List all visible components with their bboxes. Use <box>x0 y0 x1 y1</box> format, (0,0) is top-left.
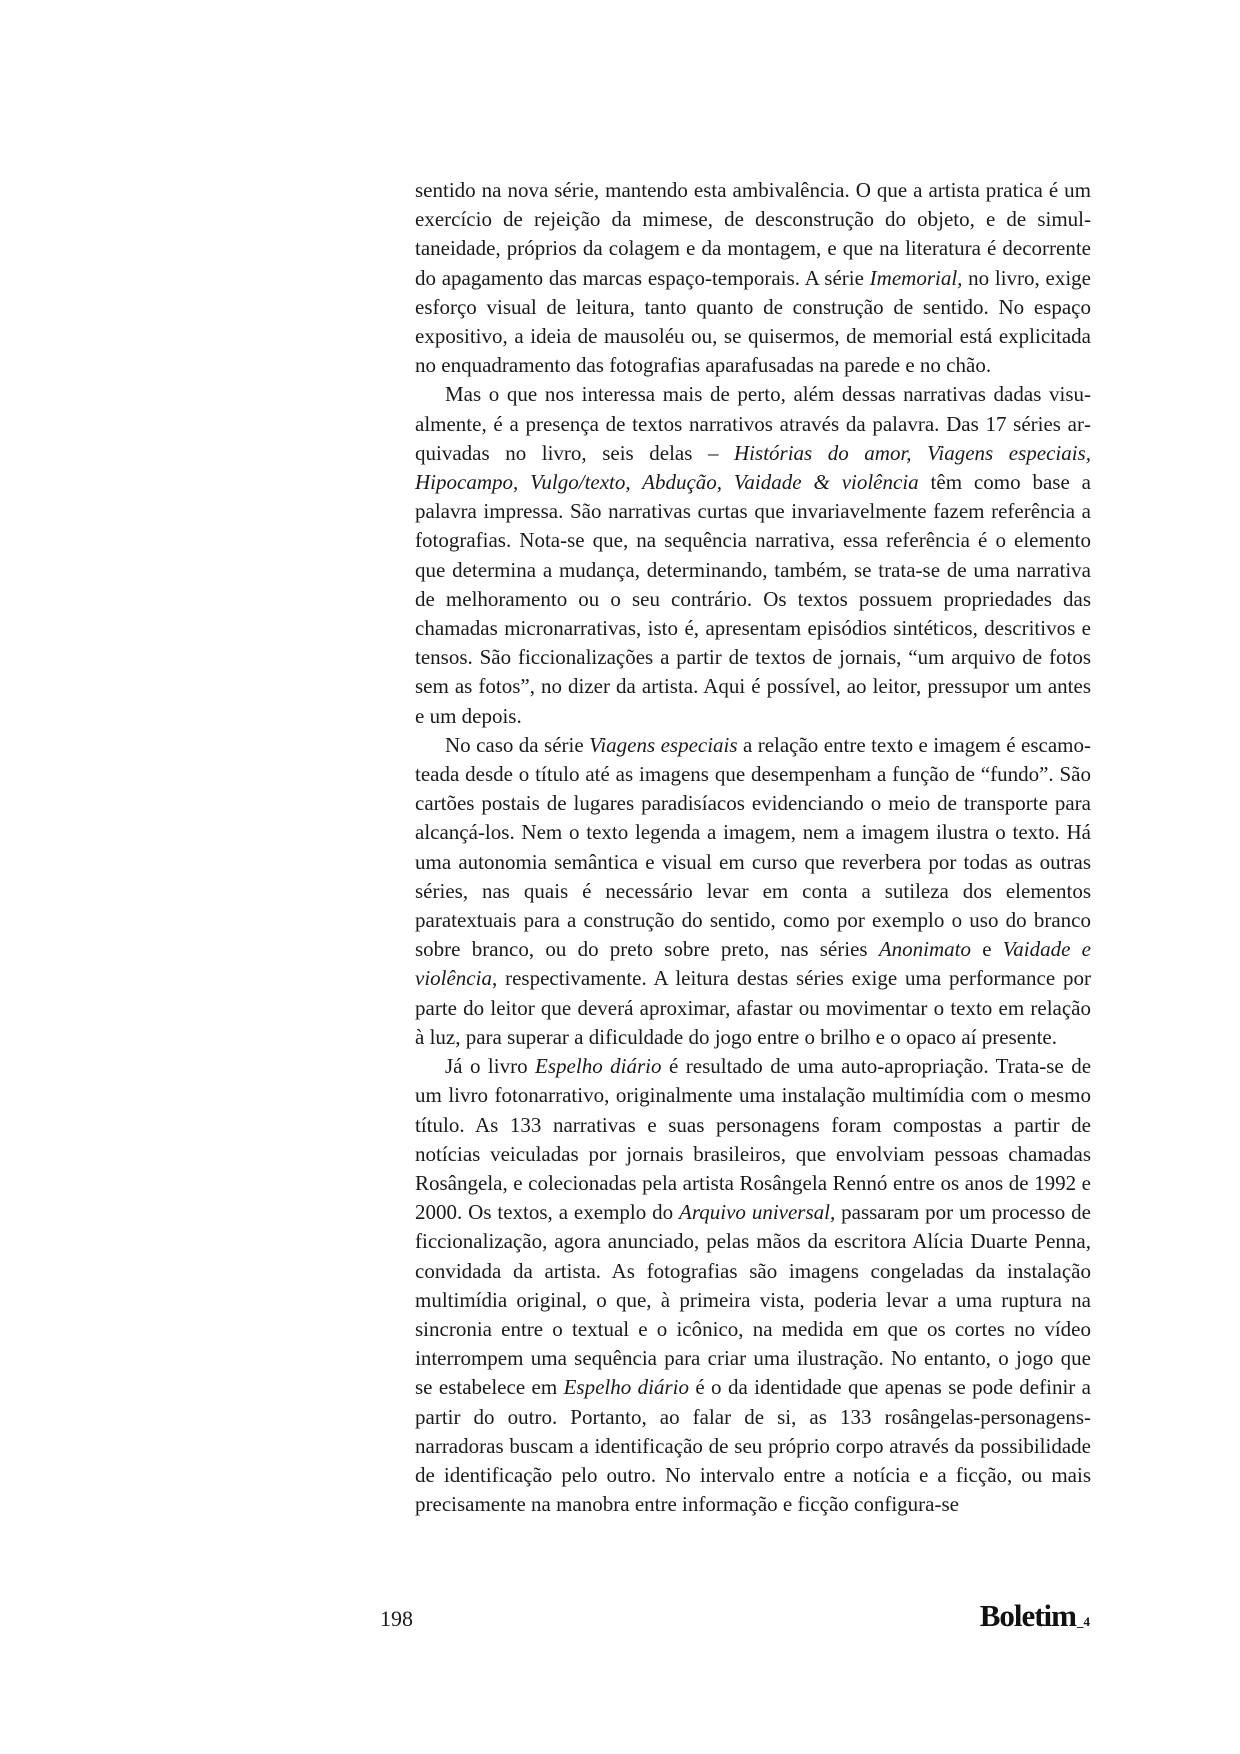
text-run: , respectivamente. A leitura destas séries exige uma performance por parte do leitor que deverá aproximar, afastar ou movimentar o texto em relação à luz, para superar a dificuldade do jogo entre o brilho e o opaco aí presente. <box>415 966 1091 1049</box>
text-run: sentido na nova série, mantendo esta ambivalência. O que a artista pratica é um exercício de rejeição da mimese, de desconstrução do objeto, e de simultaneidade, próprios da colagem e da montagem, e que na literatura é decorrente do apagamento das marcas espaço-temporais. A série <box>415 178 1091 290</box>
text-run: no livro, exige esforço visual de leitura, tanto quanto de construção de sentido. No espaço expositivo, a ideia de mausoléu ou, se quisermos, de memorial está explicitada no enquadramento das fotografias aparafusadas na parede e no chão. <box>415 265 1091 378</box>
paragraph <box>415 1052 1091 1519</box>
italic-title: Histórias do amor, Viagens especiais, Hipocampo, Vulgo/texto, Abdução, Vaidade & violência <box>415 440 1091 495</box>
paragraph <box>415 380 1091 730</box>
italic-title: Espelho diário <box>535 1054 662 1079</box>
running-footer-publication-title <box>980 1598 1090 1634</box>
body-text <box>415 176 1091 1519</box>
text-run: Já o livro <box>445 1054 536 1079</box>
italic-title: Viagens especiais <box>589 732 738 757</box>
text-run: passaram por um processo de ficcionalização, agora anunciado, pelas mãos da escritora Alícia Duarte Penna, convidada da artista. As fotografias são imagens congeladas da instalação multimídia original, o que, à primeira vista, poderia levar a uma ruptura na sincronia entre o textual e o icônico, na medida em que os cortes no vídeo interrompem uma sequência para criar uma ilustração. No entanto, o jogo que se estabelece em <box>415 1200 1092 1400</box>
text-run: têm como base a palavra impressa. São narrativas curtas que invariavelmente fazem referência a fotografias. Nota-se que, na sequência narrativa, essa referência é o elemento que determina a mudança, determinando, também, se trata-se de uma narrativa de melhoramento ou o seu contrário. Os textos possuem propriedades das chamadas micronarrativas, isto é, apresentam episódios sintéticos, descritivos e tensos. São ficcionalizações a partir de textos de jornais, “um arquivo de fotos sem as fotos”, no dizer da artista. Aqui é possível, ao leitor, pressupor um antes e um depois. <box>415 470 1091 728</box>
page-number: 198 <box>380 1606 413 1631</box>
italic-title: Espelho diário <box>563 1375 689 1400</box>
italic-title: Vaidade e violência <box>415 937 1091 991</box>
italic-title: Imemorial, <box>869 265 963 290</box>
paragraph <box>415 731 1091 1052</box>
publication-title: Boletim <box>979 1598 1076 1633</box>
text-run: e <box>970 937 1003 962</box>
publication-issue: _4 <box>1077 1614 1090 1629</box>
text-run: é resultado de uma auto-apropriação. Trata-se de um livro fotonarrativo, originalmente uma instalação multimídia com o mesmo título. As 133 narrativas e suas personagens foram compostas a partir de notícias veiculadas por jornais brasileiros, que envolviam pessoas chamadas Rosângela, e colecionadas pela artista Rosângela Rennó entre os anos de 1992 e 2000. Os textos, a exemplo do <box>415 1054 1092 1225</box>
text-run: No caso da série <box>445 732 590 757</box>
italic-title: Arquivo universal, <box>679 1200 836 1225</box>
text-run: é o da identidade que apenas se pode definir a partir do outro. Portanto, ao falar de si, as 133 rosângelas-personagens-narradoras buscam a identificação de seu próprio corpo através da possibilidade de identificação pelo outro. No intervalo entre a notícia e a ficção, ou mais precisamente na manobra entre informação e ficção configura-se <box>415 1375 1091 1517</box>
text-run: Mas o que nos interessa mais de perto, além dessas narrativas dadas visualmente, é a presença de textos narrativos através da palavra. Das 17 séries arquivadas no livro, seis delas – <box>415 382 1091 465</box>
italic-title: Anonimato <box>878 937 971 962</box>
text-run: a relação entre texto e imagem é escamoteada desde o título até as imagens que desempenham a função de “fundo”. São cartões postais de lugares paradisíacos evidenciando o meio de transporte para alcançá-los. Nem o texto legenda a imagem, nem a imagem ilustra o texto. Há uma autonomia semântica e visual em curso que reverbera por todas as outras séries, nas quais é necessário levar em conta a sutileza dos elementos paratextuais para a construção do sentido, como por exemplo o uso do branco sobre branco, ou do preto sobre preto, nas séries <box>415 732 1091 962</box>
paragraph <box>415 176 1091 380</box>
